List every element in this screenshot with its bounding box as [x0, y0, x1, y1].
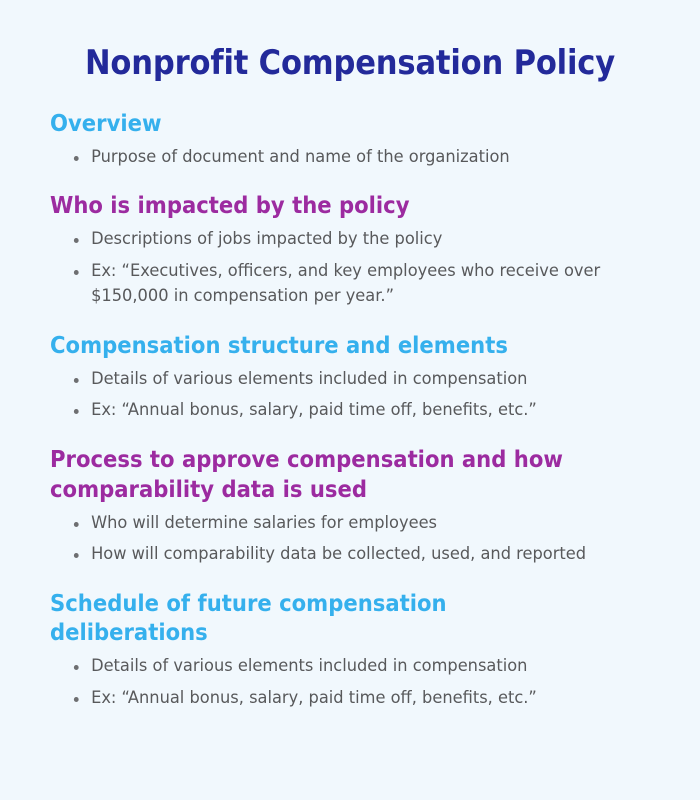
list-item: [50, 367, 633, 393]
bullet-point-icon: [74, 409, 79, 414]
document-section: [50, 332, 660, 424]
document-section: [50, 110, 660, 170]
list-item-text: Descriptions of jobs impacted by the policy: [91, 229, 443, 250]
bullet-list: [50, 227, 660, 310]
section-heading: Compensation structure and elements: [50, 332, 508, 359]
list-item: [50, 654, 633, 680]
list-item: [50, 145, 633, 171]
bullet-list: [50, 145, 660, 171]
list-item: [50, 227, 633, 253]
document-section: [50, 192, 660, 309]
page-title: Nonprofit Compensation Policy: [84, 43, 616, 83]
list-item-text: Details of various elements included in compensation: [91, 656, 528, 677]
section-heading: Overview: [50, 111, 162, 138]
bullet-point-icon: [74, 553, 79, 558]
section-list: [0, 110, 700, 711]
list-item-text: Ex: “Annual bonus, salary, paid time off, benefits, etc.”: [91, 687, 537, 708]
bullet-point-icon: [74, 697, 79, 702]
list-item: [50, 259, 633, 310]
list-item: [50, 542, 633, 568]
bullet-point-icon: [74, 270, 79, 275]
bullet-list: [50, 367, 660, 424]
list-item-text: Ex: “Annual bonus, salary, paid time off, benefits, etc.”: [91, 400, 537, 421]
bullet-point-icon: [74, 522, 79, 527]
bullet-point-icon: [74, 156, 79, 161]
bullet-point-icon: [74, 238, 79, 243]
bullet-list: [50, 654, 660, 711]
list-item-text: How will comparability data be collected, used, and reported: [91, 544, 587, 565]
section-heading: Process to approve compensation and how comparability data is used: [50, 446, 563, 503]
list-item-text: Who will determine salaries for employees: [91, 512, 438, 533]
bullet-point-icon: [74, 665, 79, 670]
document-section: [50, 590, 660, 712]
list-item: [50, 398, 633, 424]
list-item: [50, 511, 633, 537]
list-item-text: Purpose of document and name of the organization: [91, 146, 510, 167]
list-item-text: Details of various elements included in compensation: [91, 368, 528, 389]
document-section: [50, 446, 660, 568]
bullet-point-icon: [74, 378, 79, 383]
section-heading: Schedule of future compensation deliberations: [50, 590, 447, 647]
list-item: [50, 686, 633, 712]
section-heading: Who is impacted by the policy: [50, 193, 410, 220]
list-item-text: Ex: “Executives, officers, and key employees who receive over $150,000 in compensation per year.”: [91, 260, 601, 307]
bullet-list: [50, 511, 660, 568]
